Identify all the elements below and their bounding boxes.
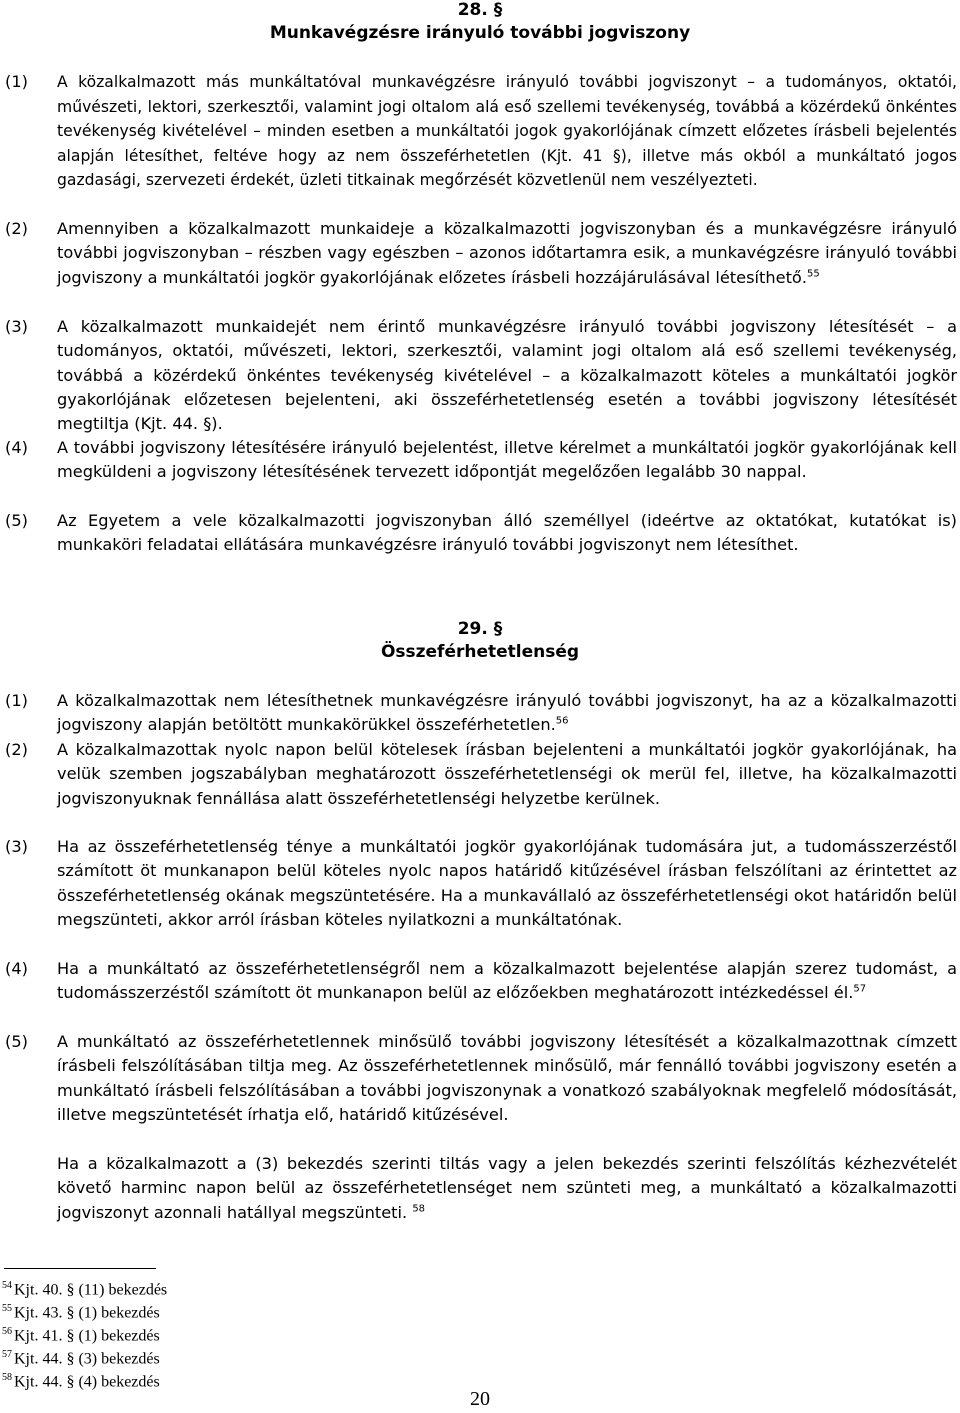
- footnote: [0, 1299, 160, 1323]
- paragraph-text: A további jogviszony létesítésére irányuló bejelentést, illetve kérelmet a munkáltatói jogkör gyakorlójának kell megküldeni a jogviszony létesítésének tervezett időpontját megelőzően legalább 30 nappal.: [57, 438, 957, 482]
- footnote-text: Kjt. 44. § (4) bekezdés: [14, 1373, 160, 1391]
- footnote-text: Kjt. 41. § (1) bekezdés: [14, 1327, 160, 1345]
- page-number: 20: [470, 1388, 490, 1410]
- footnote-number: 57: [2, 1349, 12, 1360]
- paragraph-number: (5): [5, 1032, 28, 1051]
- paragraph-number: (3): [5, 317, 28, 336]
- paragraph-number: (4): [5, 438, 28, 457]
- s28-paragraph-1: [0, 70, 960, 193]
- paragraph-text: Ha az összeférhetetlenség ténye a munkáltatói jogkör gyakorlójának tudomására jut, a tudomásszerzéstől számított öt munkanapon belül köteles nyolc napos határidő kitűzésével írásban felszólítani az érintettet az összeférhetetlenség okának megszüntetésére. Ha a munkavállaló az összeférhetetlenségi okot határidőn belül megszünteti, akkor arról írásban köteles nyilatkozni a munkáltatónak.: [57, 837, 957, 929]
- footnote-text: Kjt. 44. § (3) bekezdés: [14, 1350, 160, 1368]
- s29-paragraph-5: [0, 1030, 960, 1127]
- s28-paragraph-2: [0, 217, 960, 290]
- paragraph-text: A munkáltató az összeférhetetlennek minősülő további jogviszony létesítését a közalkalmazottnak címzett írásbeli felszólításában tiltja meg. Az összeférhetetlennek minősülő, már fennálló további jogviszony esetén a munkáltató írásbeli felszólításában a további jogviszonynak a vonatkozó szabályoknak megfelelő módosítását, illetve megszüntetését írhatja elő, határidő kitűzésével.: [57, 1032, 957, 1124]
- footnote-ref: 58: [412, 1203, 426, 1215]
- section-29-number: 29. §: [457, 619, 503, 639]
- paragraph-text: A közalkalmazottak nyolc napon belül kötelesek írásban bejelenteni a munkáltatói jogkör gyakorlójának, ha velük szemben jogszabályban meghatározott összeférhetetlenségi ok merül fel, illetve, ha közalkalmazotti jogviszonyuknak fennállása alatt összeférhetetlenségi helyzetbe kerülnek.: [57, 740, 957, 808]
- footnote-number: 55: [2, 1303, 12, 1314]
- s29-paragraph-4: [0, 957, 960, 1006]
- s29-paragraph-1: [0, 689, 960, 738]
- section-28-number: 28. §: [457, 0, 503, 20]
- paragraph-text: Ha a munkáltató az összeférhetetlenségről nem a közalkalmazott bejelentése alapján szerez tudomást, a tudomásszerzéstől számított öt munkanapon belül az előzőekben meghatározott intézkedéssel él.: [57, 959, 957, 1003]
- s29-paragraph-2: [0, 738, 960, 811]
- footnote: [0, 1322, 160, 1346]
- footnote-number: 58: [2, 1372, 12, 1383]
- footnote-number: 54: [2, 1280, 12, 1291]
- section-29-title: Összeférhetetlenség: [380, 642, 580, 662]
- footnote: [0, 1276, 167, 1300]
- paragraph-text: Az Egyetem a vele közalkalmazotti jogviszonyban álló személlyel (ideértve az oktatókat, kutatókat is) munkaköri feladatai ellátására munkavégzésre irányuló további jogviszonyt nem létesíthet.: [57, 511, 957, 555]
- footnote: [0, 1345, 160, 1369]
- paragraph-number: (4): [5, 959, 28, 978]
- footnote-ref: 57: [853, 983, 867, 995]
- paragraph-text: Amennyiben a közalkalmazott munkaideje a közalkalmazotti jogviszonyban és a munkavégzésre irányuló további jogviszonyban – részben vagy egészben – azonos időtartamra esik, a munkavégzésre irányuló további jogviszony a munkáltatói jogkör gyakorlójának előzetes írásbeli hozzájárulásával létesíthető.: [57, 219, 957, 287]
- paragraph-number: (2): [5, 740, 28, 759]
- s29-paragraph-5-continuation: [0, 1152, 960, 1225]
- s29-paragraph-3: [0, 835, 960, 932]
- paragraph-text: A közalkalmazott munkaidejét nem érintő munkavégzésre irányuló további jogviszony létesítését – a tudományos, oktatói, művészeti, lektori, szerkesztői, valamint jogi oltalom alá eső szellemi tevékenység, továbbá a közérdekű önkéntes tevékenység kivételével – a közalkalmazott köteles a munkáltatói jogkör gyakorlójának előzetesen bejelenteni, aki összeférhetetlenség esetén a további jogviszony létesítését megtiltja (Kjt. 44. §).: [57, 317, 957, 434]
- paragraph-text: A közalkalmazottak nem létesíthetnek munkavégzésre irányuló további jogviszonyt, ha az a közalkalmazotti jogviszony alapján betöltött munkakörükkel összeférhetetlen.: [57, 691, 957, 735]
- paragraph-number: (3): [5, 837, 28, 856]
- paragraph-number: (2): [5, 219, 28, 238]
- s28-paragraph-5: [0, 509, 960, 558]
- paragraph-text: Ha a közalkalmazott a (3) bekezdés szerinti tiltás vagy a jelen bekezdés szerinti felszólítás kézhezvételét követő harminc napon belül az összeférhetetlenséget nem szünteti meg, a munkáltató a közalkalmazotti jogviszonyt azonnali hatállyal megszünteti.: [57, 1154, 957, 1222]
- paragraph-number: (5): [5, 511, 28, 530]
- footnote-separator: [4, 1268, 156, 1269]
- paragraph-number: (1): [5, 72, 28, 91]
- footnote-ref: 55: [806, 268, 820, 280]
- paragraph-number: (1): [5, 691, 28, 710]
- s28-paragraph-4: [0, 436, 960, 485]
- section-28-title: Munkavégzésre irányuló további jogviszony: [269, 23, 691, 43]
- footnote-text: Kjt. 40. § (11) bekezdés: [14, 1281, 168, 1299]
- s28-paragraph-3: [0, 315, 960, 436]
- paragraph-text: A közalkalmazott más munkáltatóval munkavégzésre irányuló további jogviszonyt – a tudományos, oktatói, művészeti, lektori, szerkesztői, valamint jogi oltalom alá eső szellemi tevékenység, továbbá a közérdekű önkéntes tevékenység kivételével – minden esetben a munkáltatói jogok gyakorlójának címzett előzetes írásbeli bejelentés alapján létesíthet, feltéve hogy az nem összeférhetetlen (Kjt. 41 §), illetve más okból a munkáltató jogos gazdasági, szervezeti érdekét, üzleti titkainak megőrzését közvetlenül nem veszélyezteti.: [57, 73, 957, 189]
- footnote-text: Kjt. 43. § (1) bekezdés: [14, 1304, 160, 1322]
- footnote-ref: 56: [555, 715, 569, 727]
- footnote-number: 56: [2, 1326, 12, 1337]
